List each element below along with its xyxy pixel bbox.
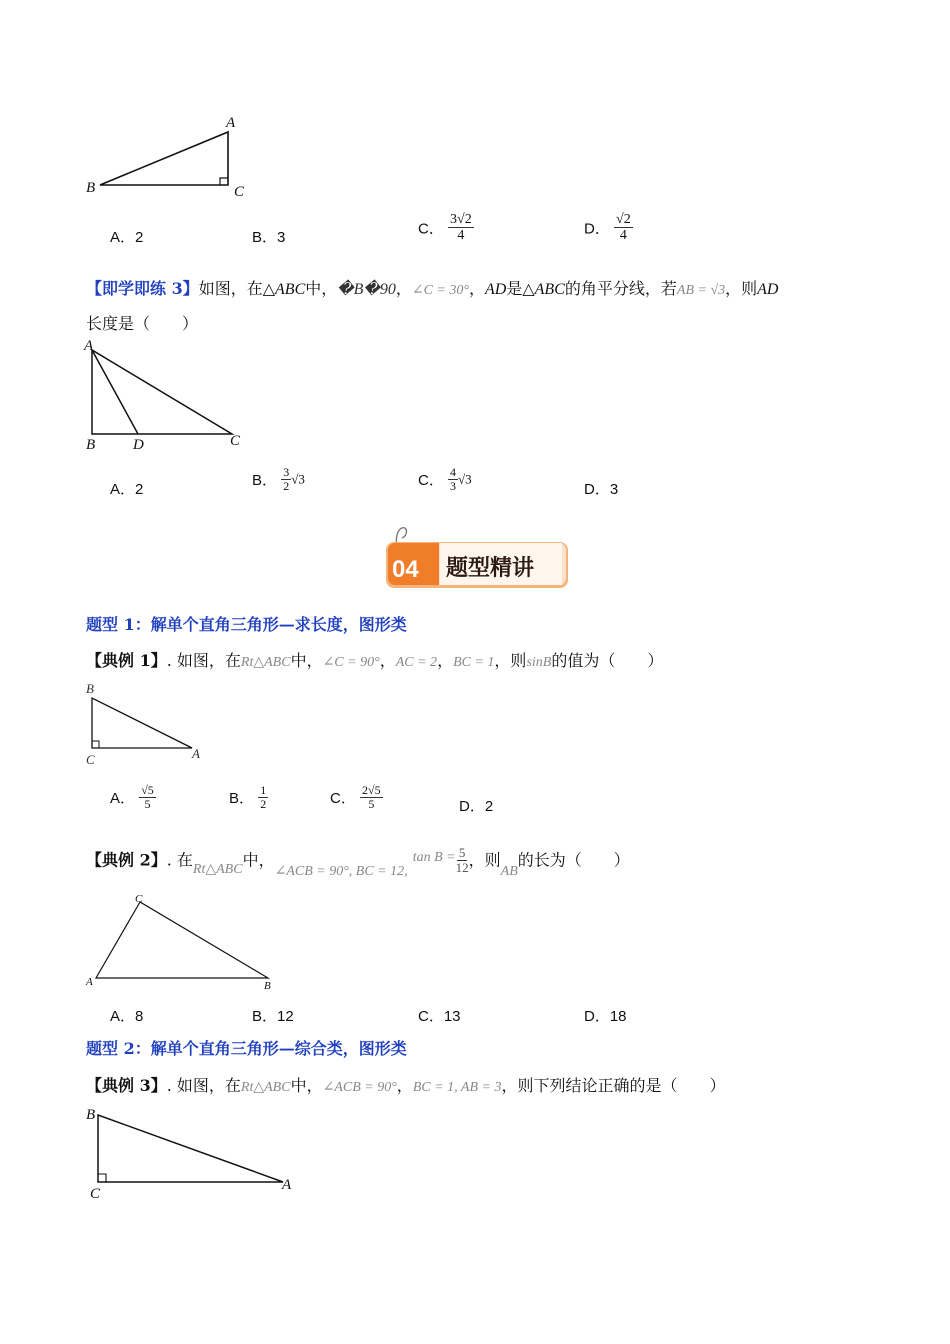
label-B: B (86, 1107, 96, 1123)
label-A: A (86, 976, 93, 988)
label-B: B (264, 980, 271, 992)
option-d[interactable]: D． $\frac{√2}{4}$ (584, 212, 631, 244)
section-heading-type2: 题型 2：解单个直角三角形—综合类，图形类 (86, 1039, 407, 1058)
label-B: B (86, 437, 96, 453)
question-ex2: 【典例 2】. 在Rt△ABC中，∠ACB = 90°, BC = 12, tan B = $\frac{5}{12}$ ，则AB的长为（ ） (86, 845, 630, 880)
option-b[interactable]: B．3 (252, 229, 286, 246)
badge-number: 04 (392, 556, 419, 583)
label-C: C (230, 433, 241, 449)
figure-ex3-triangle (80, 1100, 310, 1205)
option-b[interactable]: B． $\frac{3}{2}$ √3 (252, 465, 305, 494)
section-badge (378, 522, 574, 592)
label-D: D (133, 437, 144, 453)
label-C: C (90, 1186, 101, 1202)
label-C: C (86, 752, 95, 767)
option-b[interactable]: B． $\frac{1}{2}$ (229, 783, 267, 812)
option-a[interactable]: A．8 (110, 1008, 144, 1025)
question-ex1: 【典例 1】. 如图，在Rt△ABC中，∠C = 90°，AC = 2，BC = 1，则sinB的值为（ ） (86, 651, 664, 670)
figure-ex2-triangle (80, 890, 280, 992)
question-q3: 【即学即练 3】如图，在△ABC中，�B�90，∠C = 30°，AD是△ABC的角平分线，若AB = √3，则AD (86, 279, 779, 298)
label-A: A (226, 115, 236, 131)
option-d[interactable]: D．3 (584, 481, 619, 498)
question-ex3: 【典例 3】. 如图，在Rt△ABC中，∠ACB = 90°，BC = 1, AB = 3，则下列结论正确的是（ ） (86, 1076, 726, 1095)
option-d[interactable]: D．2 (459, 798, 494, 815)
label-C: C (234, 184, 245, 200)
option-c[interactable]: C． $\frac{2√5}{5}$ (330, 783, 381, 812)
option-c[interactable]: C． $\frac{3√2}{4}$ (418, 212, 472, 244)
option-a[interactable]: A．2 (110, 481, 144, 498)
figure-top-triangle (80, 110, 270, 205)
option-a[interactable]: A． $\frac{√5}{5}$ (110, 783, 154, 812)
option-c[interactable]: C．13 (418, 1008, 461, 1025)
label-A: A (192, 746, 200, 761)
badge-title: 题型精讲 (446, 556, 535, 581)
option-c[interactable]: C． $\frac{4}{3}$ √3 (418, 465, 472, 494)
label-C: C (135, 893, 143, 905)
figure-ex1-triangle (80, 678, 210, 770)
figure-q3-triangle (80, 335, 260, 455)
label-B: B (86, 180, 96, 196)
label-A: A (282, 1177, 292, 1193)
option-a[interactable]: A．2 (110, 229, 144, 246)
option-d[interactable]: D．18 (584, 1008, 627, 1025)
label-A: A (84, 338, 94, 354)
section-heading-type1: 题型 1：解单个直角三角形—求长度，图形类 (86, 615, 407, 634)
option-b[interactable]: B．12 (252, 1008, 294, 1025)
question-q3-line2: 长度是（ ） (86, 314, 199, 333)
label-B: B (86, 681, 94, 696)
